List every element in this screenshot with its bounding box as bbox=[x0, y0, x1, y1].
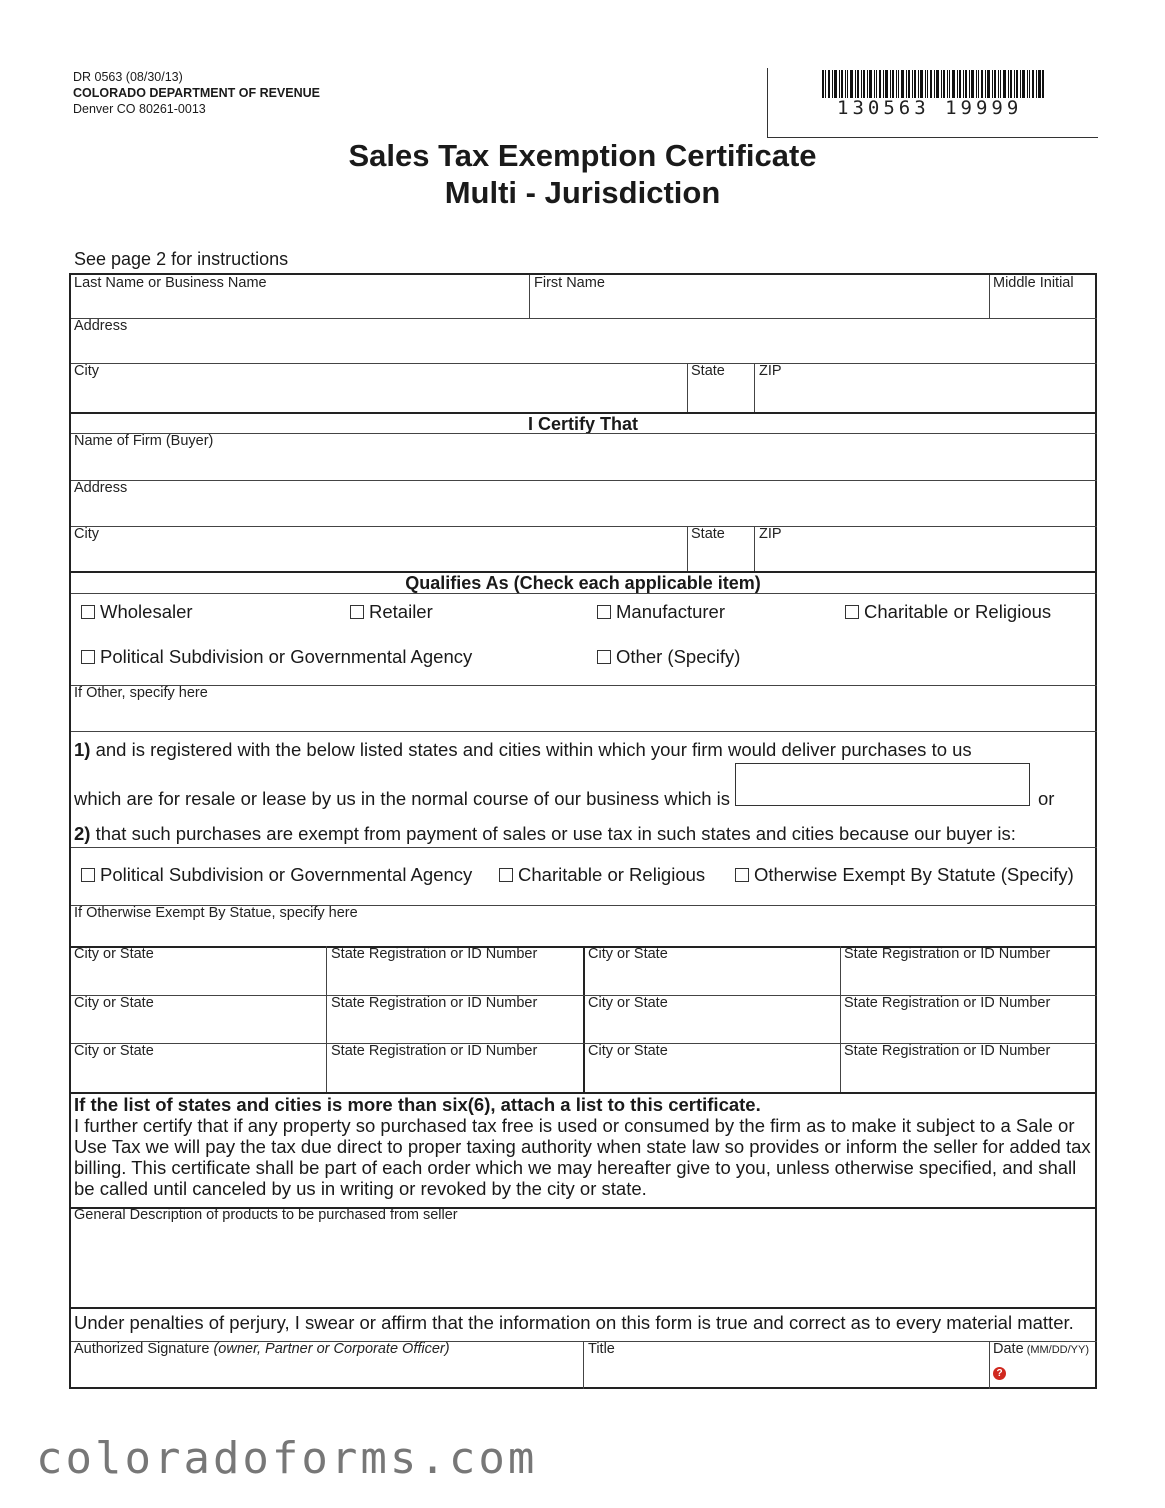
page-subtitle: Multi - Jurisdiction bbox=[444, 175, 721, 210]
form-number: DR 0563 (08/30/13) bbox=[73, 70, 183, 84]
city-state-label: City or State bbox=[74, 946, 154, 962]
last-name-label: Last Name or Business Name bbox=[74, 275, 267, 291]
city-state-label: City or State bbox=[588, 995, 668, 1011]
agency-address: Denver CO 80261-0013 bbox=[73, 102, 206, 116]
registration-id-label: State Registration or ID Number bbox=[331, 1043, 538, 1059]
checkbox-box[interactable] bbox=[81, 650, 95, 664]
divider bbox=[754, 363, 755, 412]
divider bbox=[71, 318, 1097, 319]
firm-name-label: Name of Firm (Buyer) bbox=[74, 433, 214, 449]
statement-1-continued: which are for resale or lease by us in the normal course of our business which is bbox=[74, 788, 731, 809]
barcode-number: 130563 19999 bbox=[837, 97, 1023, 119]
divider bbox=[71, 526, 1097, 527]
further-certify-text: I further certify that if any property so purchased tax free is used or consumed by the firm as to make it subject to a Sale or Use Tax we will pay the tax due direct to proper taxing authority when state law so provides or inform the seller for added tax billing. This certificate shall be part of each order which we may hereafter give to you, unless otherwise specified, and shall be called until canceled by us in writing or revoked by the city or state. bbox=[74, 1115, 1091, 1199]
option-label: Political Subdivision or Governmental Agency bbox=[100, 864, 473, 885]
registration-id-label: State Registration or ID Number bbox=[331, 995, 538, 1011]
further-certify-block bbox=[74, 1094, 1094, 1199]
instructions-note: See page 2 for instructions bbox=[74, 249, 289, 269]
divider bbox=[840, 946, 841, 1092]
divider bbox=[71, 685, 1097, 686]
agency-name: COLORADO DEPARTMENT OF REVENUE bbox=[73, 86, 320, 100]
statement-2 bbox=[74, 823, 1016, 845]
registration-id-label: State Registration or ID Number bbox=[844, 946, 1051, 962]
title-label: Title bbox=[588, 1341, 615, 1357]
buyer-address-label: Address bbox=[74, 480, 128, 496]
divider bbox=[71, 847, 1097, 848]
exempt-political-checkbox[interactable] bbox=[81, 864, 472, 886]
option-label: Retailer bbox=[369, 601, 433, 622]
business-type-input[interactable] bbox=[735, 763, 1030, 806]
divider bbox=[989, 275, 990, 318]
seller-state-label: State bbox=[691, 363, 725, 379]
divider bbox=[71, 363, 1097, 364]
date-label-text: Date bbox=[993, 1341, 1024, 1357]
perjury-statement: Under penalties of perjury, I swear or affirm that the information on this form is true and correct as to every material matter. bbox=[74, 1312, 1074, 1333]
charitable-checkbox[interactable] bbox=[845, 601, 1051, 623]
buyer-city-label: City bbox=[74, 526, 99, 542]
statement-1-text: and is registered with the below listed states and cities within which your firm would deliver purchases to us bbox=[90, 739, 972, 760]
option-label: Otherwise Exempt By Statute (Specify) bbox=[754, 864, 1074, 885]
signature-label bbox=[74, 1341, 450, 1357]
checkbox-box[interactable] bbox=[735, 868, 749, 882]
registration-id-label: State Registration or ID Number bbox=[844, 1043, 1051, 1059]
first-name-label: First Name bbox=[534, 275, 605, 291]
divider bbox=[71, 593, 1097, 594]
watermark: coloradoforms.com bbox=[36, 1433, 538, 1484]
seller-city-label: City bbox=[74, 363, 99, 379]
checkbox-box[interactable] bbox=[597, 650, 611, 664]
city-state-label: City or State bbox=[74, 1043, 154, 1059]
description-label: General Description of products to be purchased from seller bbox=[74, 1207, 458, 1223]
divider bbox=[687, 526, 688, 571]
item-number: 2) bbox=[74, 823, 91, 844]
divider bbox=[71, 480, 1097, 481]
help-icon[interactable]: ? bbox=[993, 1367, 1006, 1380]
certify-heading: I Certify That bbox=[527, 414, 638, 434]
exempt-statute-checkbox[interactable] bbox=[735, 864, 1074, 886]
divider bbox=[583, 1341, 584, 1389]
seller-zip-label: ZIP bbox=[759, 363, 782, 379]
option-label: Charitable or Religious bbox=[864, 601, 1052, 622]
other-checkbox[interactable] bbox=[597, 646, 740, 668]
statement-1 bbox=[74, 739, 972, 761]
option-label: Other (Specify) bbox=[616, 646, 741, 667]
form-header bbox=[73, 69, 320, 117]
city-state-label: City or State bbox=[588, 946, 668, 962]
checkbox-box[interactable] bbox=[845, 605, 859, 619]
city-state-label: City or State bbox=[588, 1043, 668, 1059]
other-specify-label: If Other, specify here bbox=[74, 685, 208, 701]
political-subdivision-checkbox[interactable] bbox=[81, 646, 472, 668]
buyer-state-label: State bbox=[691, 526, 725, 542]
divider bbox=[71, 1307, 1097, 1309]
qualifies-heading: Qualifies As (Check each applicable item) bbox=[405, 573, 761, 593]
signature-note: (owner, Partner or Corporate Officer) bbox=[209, 1341, 450, 1357]
divider bbox=[326, 946, 327, 1092]
or-label: or bbox=[1038, 788, 1055, 809]
exempt-charitable-checkbox[interactable] bbox=[499, 864, 705, 886]
registration-id-label: State Registration or ID Number bbox=[331, 946, 538, 962]
checkbox-box[interactable] bbox=[597, 605, 611, 619]
divider bbox=[529, 275, 530, 318]
certificate-form bbox=[69, 273, 1097, 1389]
divider bbox=[754, 526, 755, 571]
attach-list-note: If the list of states and cities is more than six(6), attach a list to this certificate. bbox=[74, 1094, 761, 1115]
divider bbox=[71, 731, 1097, 732]
barcode-icon bbox=[822, 70, 1044, 98]
divider bbox=[687, 363, 688, 412]
signature-label-text: Authorized Signature bbox=[74, 1341, 210, 1357]
middle-initial-label: Middle Initial bbox=[993, 275, 1074, 291]
option-label: Political Subdivision or Governmental Agency bbox=[100, 646, 473, 667]
checkbox-box[interactable] bbox=[81, 605, 95, 619]
manufacturer-checkbox[interactable] bbox=[597, 601, 725, 623]
option-label: Manufacturer bbox=[616, 601, 725, 622]
option-label: Charitable or Religious bbox=[518, 864, 706, 885]
statute-specify-label: If Otherwise Exempt By Statue, specify here bbox=[74, 905, 358, 921]
page-title: Sales Tax Exemption Certificate bbox=[348, 138, 817, 173]
item-number: 1) bbox=[74, 739, 91, 760]
divider bbox=[583, 946, 585, 1092]
checkbox-box[interactable] bbox=[350, 605, 364, 619]
date-label bbox=[993, 1341, 1089, 1357]
city-state-label: City or State bbox=[74, 995, 154, 1011]
retailer-checkbox[interactable] bbox=[350, 601, 433, 623]
seller-address-label: Address bbox=[74, 318, 128, 334]
buyer-zip-label: ZIP bbox=[759, 526, 782, 542]
option-label: Wholesaler bbox=[100, 601, 193, 622]
checkbox-box[interactable] bbox=[499, 868, 513, 882]
divider bbox=[71, 433, 1097, 434]
wholesaler-checkbox[interactable] bbox=[81, 601, 193, 623]
divider bbox=[989, 1341, 990, 1389]
registration-id-label: State Registration or ID Number bbox=[844, 995, 1051, 1011]
checkbox-box[interactable] bbox=[81, 868, 95, 882]
statement-2-text: that such purchases are exempt from payment of sales or use tax in such states and cities because our buyer is: bbox=[90, 823, 1016, 844]
date-format: (MM/DD/YY) bbox=[1023, 1344, 1090, 1356]
